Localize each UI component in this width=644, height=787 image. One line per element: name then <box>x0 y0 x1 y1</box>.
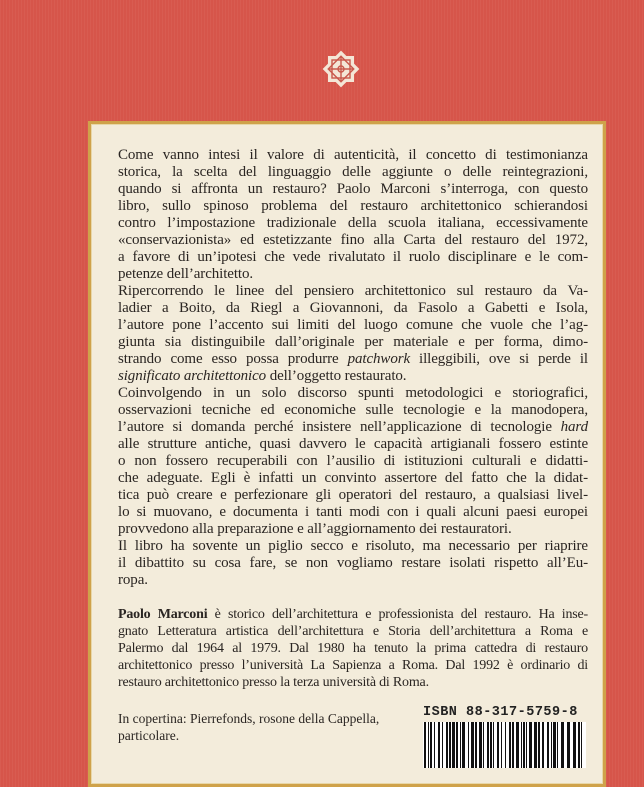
barcode-bar <box>479 722 482 768</box>
italic-term: patchwork <box>347 351 411 367</box>
barcode-bar <box>523 722 525 768</box>
blurb-line: petenze dell’architetto. <box>118 266 254 282</box>
bio-line: gnato Letteratura artistica dell’architettura e Storia dell’architettura a Roma e <box>118 624 588 639</box>
barcode-bar <box>428 722 429 768</box>
blurb-line <box>118 419 588 436</box>
barcode-bar <box>452 722 455 768</box>
blurb-line: lo si muovano, e documenta i tanti modi con i quali alcuni paesi europei <box>118 504 588 520</box>
bio-line: restauro architettonico presso la terza università di Roma. <box>118 675 429 690</box>
barcode-bar <box>501 722 502 768</box>
blurb-line: tica può creare e perfezionare gli operatori del restauro, a qualsiasi livel- <box>118 487 588 503</box>
barcode-bar <box>557 722 558 768</box>
caption-line: In copertina: Pierrefonds, rosone della Cappella, <box>118 711 380 726</box>
barcode-bar <box>493 722 494 768</box>
bio-line <box>118 606 588 623</box>
blurb-line: ropa. <box>118 572 148 588</box>
barcode-bar <box>505 722 506 768</box>
barcode-bar <box>526 722 527 768</box>
barcode-bar <box>553 722 556 768</box>
barcode-bar <box>442 722 443 768</box>
barcode-bar <box>529 722 532 768</box>
barcode-bar <box>534 722 537 768</box>
barcode-bar <box>430 722 432 768</box>
barcode-bar <box>424 722 426 768</box>
blurb-line: ladier a Boito, da Riegl a Giovannoni, da Fasolo a Gabetti e Isola, <box>118 300 588 316</box>
barcode-bar <box>497 722 499 768</box>
text-run: dell’oggetto restaurato. <box>266 368 407 384</box>
blurb-line: o non fossero recuperabili con l’ausilio di istituzioni culturali e didatti- <box>118 453 588 469</box>
blurb-line: «conservazionista» ed estetizzante fino alla Carta del restauro del 1972, <box>118 232 588 248</box>
italic-term: significato architettonico <box>118 368 267 384</box>
barcode-bar <box>542 722 544 768</box>
barcode-bar <box>578 722 580 768</box>
author-bio <box>118 606 588 691</box>
blurb-line: storica, la scelta del linguaggio delle aggiunte o delle reintegrazioni, <box>118 164 588 180</box>
blurb-line: che adeguate. Egli è infatti un convinto assertore del fatto che la didat- <box>118 470 588 486</box>
blurb-line: osservazioni tecniche ed economiche sulle tecnologie e la manodopera, <box>118 402 588 418</box>
blurb-line: alle strutture antiche, quasi davvero le capacità artigianali fossero estinte <box>118 436 588 452</box>
blurb-line: Coinvolgendo in un solo discorso spunti metodologici e storiografici, <box>118 385 588 401</box>
barcode-bar <box>551 722 552 768</box>
barcode-bar <box>561 722 564 768</box>
barcode-bar <box>475 722 477 768</box>
barcode <box>423 722 586 768</box>
barcode-bar <box>468 722 469 768</box>
blurb-line: Come vanno intesi il valore di autenticità, il concetto di testimonianza <box>118 147 588 163</box>
barcode-bar <box>446 722 448 768</box>
barcode-bar <box>490 722 492 768</box>
blurb-line: Il libro ha sovente un piglio secco e risoluto, ma necessario per riaprire <box>118 538 588 554</box>
cover-caption <box>118 710 408 744</box>
text-run: l’autore si domanda perché insistere nell’applicazione di tecnologie <box>118 419 561 435</box>
bio-line: architettonico presso l’università La Sapienza a Roma. Dal 1992 è ordinario di <box>118 658 588 673</box>
barcode-bar <box>456 722 458 768</box>
barcode-bar <box>438 722 440 768</box>
barcode-bar <box>581 722 582 768</box>
italic-term: hard <box>560 419 588 435</box>
blurb <box>118 147 588 589</box>
blurb-line <box>118 351 588 368</box>
octagram-knot-icon <box>320 48 362 90</box>
text-run: è storico dell’architettura e professionista del restauro. Ha inse- <box>207 607 589 622</box>
barcode-bar <box>434 722 435 768</box>
blurb-line: il dibattito su cosa fare, se non vogliamo restare isolati rispetto all’Eu- <box>118 555 588 571</box>
blurb-line: quando si affronta un restauro? Paolo Marconi s’interroga, con questo <box>118 181 588 197</box>
barcode-bar <box>449 722 451 768</box>
barcode-bar <box>567 722 570 768</box>
barcode-bar <box>573 722 576 768</box>
barcode-bar <box>512 722 514 768</box>
barcode-bar <box>460 722 461 768</box>
isbn-label: ISBN 88-317-5759-8 <box>423 705 578 720</box>
caption-line: particolare. <box>118 728 180 743</box>
bio-line: Palermo dal 1964 al 1979. Dal 1980 ha tenuto la prima cattedra di restauro <box>118 641 588 656</box>
barcode-bar <box>483 722 484 768</box>
blurb-line <box>118 368 588 385</box>
text-run: strando come esso possa produrre <box>118 351 348 367</box>
text-run: illeggibili, ove si perde il <box>410 351 588 367</box>
barcode-bar <box>538 722 540 768</box>
blurb-line: libro, sullo spinoso problema del restauro architettonico schierandosi <box>118 198 588 214</box>
blurb-line: l’autore pone l’accento sui limiti del luogo comune che vuole che l’ag- <box>118 317 588 333</box>
barcode-bar <box>471 722 474 768</box>
barcode-bar <box>462 722 465 768</box>
author-name: Paolo Marconi <box>118 607 208 622</box>
barcode-bar <box>516 722 519 768</box>
barcode-bar <box>521 722 522 768</box>
blurb-line: giunta sia distinguibile dall’originale per materiale e per forma, dimo- <box>118 334 588 350</box>
blurb-line: provvedono alla preparazione e all’aggiornamento dei restauratori. <box>118 521 512 537</box>
barcode-bar <box>547 722 549 768</box>
blurb-line: contro l’impostazione tradizionale della scuola italiana, eccessivamente <box>118 215 588 231</box>
blurb-line: a favore di un’ipotesi che vede rivalutato il ruolo disciplinare e le com- <box>118 249 588 265</box>
barcode-bar <box>487 722 489 768</box>
blurb-line: Ripercorrendo le linee del pensiero architettonico sul restauro da Va- <box>118 283 588 299</box>
barcode-bar <box>509 722 511 768</box>
